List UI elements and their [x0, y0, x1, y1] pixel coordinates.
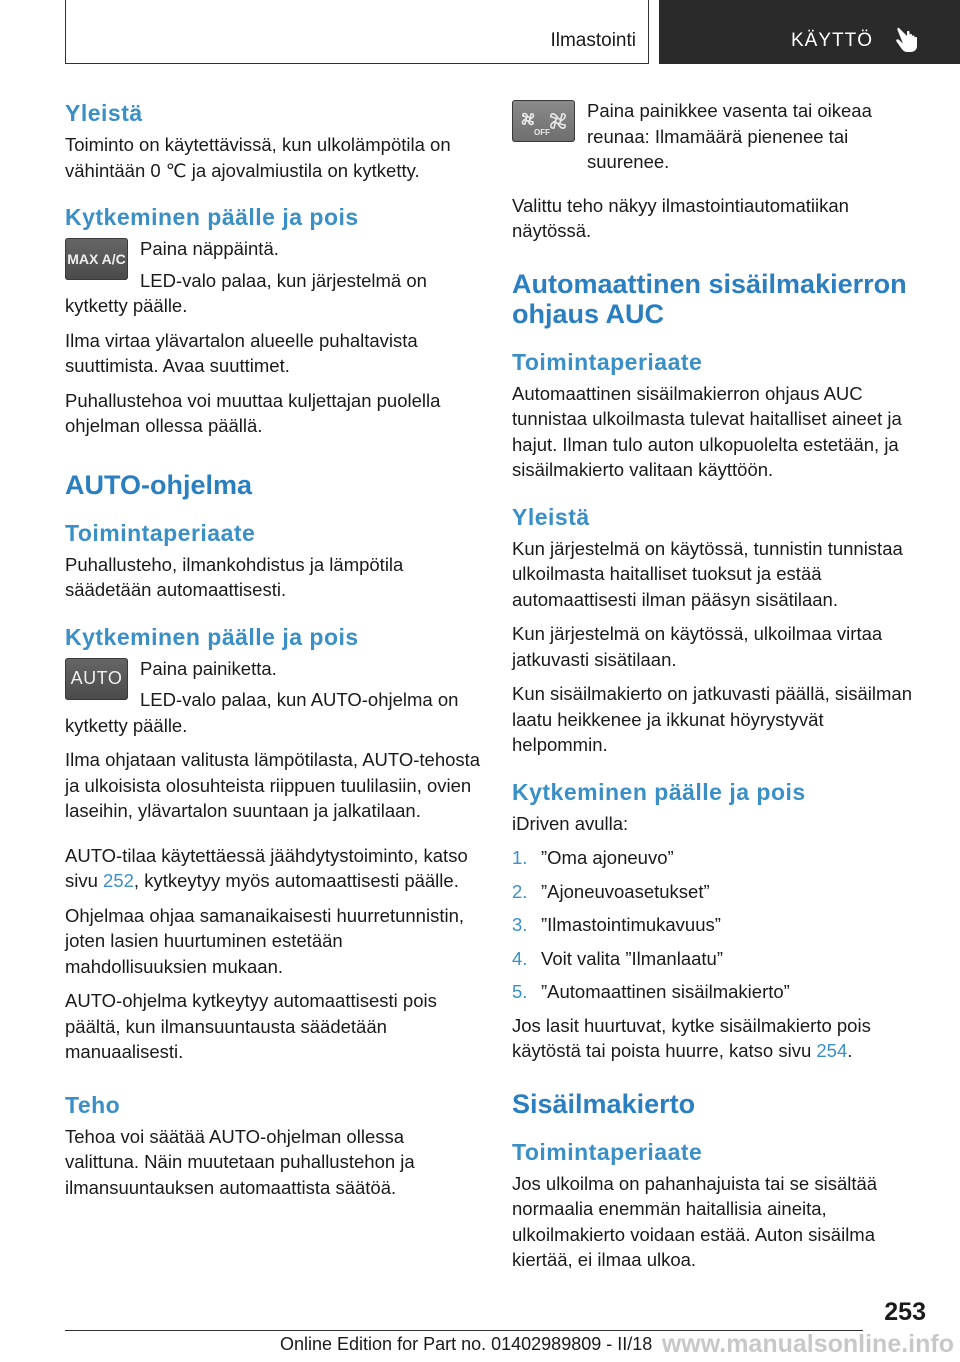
auto-button-icon: AUTO [65, 658, 128, 700]
paragraph-kun-2: Kun järjestelmä on käytössä, ulkoilmaa virtaa jatkuvasti sisätilaan. [512, 623, 883, 670]
paragraph-auto-ohjelma-pois: AUTO-ohjelma kytkeytyy automaattisesti pois päältä, kun ilmansuuntausta säädetään manuaalisesti. [65, 990, 437, 1062]
heading-toimintaperiaate-3: Toimintaperiaate [512, 1138, 703, 1165]
page-link-254[interactable]: 254 [816, 1040, 848, 1061]
auto-row [65, 656, 483, 739]
paragraph-valittu-teho: Valittu teho näkyy ilmastointiautomatiikan näytössä. [512, 194, 849, 241]
heading-sisailmakierto: Sisäilmakierto [512, 1088, 696, 1119]
heading-toimintaperiaate-1: Toimintaperiaate [65, 519, 256, 546]
list-item: 1. ”Oma ajoneuvo” [512, 847, 674, 868]
max-ac-button-icon: MAX A/C [65, 238, 128, 280]
paragraph-led-2: LED-valo palaa, kun AUTO-ohjelma on kytketty päälle. [65, 689, 459, 736]
maxac-row [65, 236, 483, 319]
heading-kytkeminen-3: Kytkeminen päälle ja pois [512, 778, 806, 805]
paragraph-toimintaperiaate-3: Jos ulkoilma on pahanhajuista tai se sisältää normaalia enemmän haitallisia aineita, ulkoilmakierto voidaan estää. Auton sisäilma kiertää, ei ilmaa ulkoa. [512, 1172, 878, 1270]
paragraph-ilma-virtaa: Ilma virtaa ylävartalon alueelle puhaltavista suuttimista. Avaa suuttimet. [65, 329, 418, 376]
heading-auto-ohjelma: AUTO-ohjelma [65, 469, 253, 500]
idrive-steps-list [512, 845, 924, 1005]
page-link-252[interactable]: 252 [103, 870, 134, 891]
paragraph-toimintaperiaate-1: Puhallusteho, ilmankohdistus ja lämpötila säädetään automaattisesti. [65, 553, 404, 600]
footer-edition: Online Edition for Part no. 01402989809 - II/18 [280, 1334, 653, 1354]
paragraph-huurtuvat: Jos lasit huurtuvat, kytke sisäilmakierto pois käytöstä tai poista huurre, katso sivu 254. [512, 1014, 871, 1061]
list-item: 2. ”Ajoneuvoasetukset” [512, 880, 710, 902]
paragraph-idrive: iDriven avulla: [512, 812, 629, 834]
header-chapter-box [65, 0, 649, 64]
fan-speed-button-icon [512, 100, 575, 142]
heading-yleista-2: Yleistä [512, 503, 590, 530]
paragraph-paina-2: Paina painiketta. [140, 657, 277, 679]
fan-icon [516, 104, 572, 138]
header-section-tab [659, 0, 960, 64]
paragraph-ohjelmaa-ohjaa: Ohjelmaa ohjaa samanaikaisesti huurretunnistin, joten lasien huurtuminen estetään mahdollisuuksien mukaan. [65, 904, 464, 977]
paragraph-paina-1: Paina näppäintä. [140, 238, 279, 259]
heading-kytkeminen-1: Kytkeminen päälle ja pois [65, 204, 359, 230]
heading-auc: Automaattinen sisäilmakierron ohjaus AUC [512, 268, 907, 329]
section-title: KÄYTTÖ [791, 30, 874, 51]
paragraph-ilma-ohjataan: Ilma ohjataan valitusta lämpötilasta, AUTO-tehosta ja ulkoisista olosuhteista riippuen tuulilasiin, ovien laseihin, ylävartalon suuntaan ja jalkatilaan. [65, 749, 481, 821]
paragraph-led-1: LED-valo palaa, kun järjestelmä on kytketty päälle. [65, 269, 427, 316]
fan-row [512, 98, 924, 175]
paragraph-toimintaperiaate-2: Automaattinen sisäilmakierron ohjaus AUC tunnistaa ulkoilmasta tulevat haitalliset aineet ja hajut. Ilman tulo auton ulkopuolelta estetään, ja sisäilmakierto valitaan käyttöön. [512, 382, 902, 480]
paragraph-kun-3: Kun sisäilmakierto on jatkuvasti päällä, sisäilman laatu heikkenee ja ikkunat höyrystyvät helpommin. [512, 683, 912, 755]
left-column [65, 98, 483, 1209]
right-column [512, 98, 924, 1282]
heading-kytkeminen-2: Kytkeminen päälle ja pois [65, 623, 359, 650]
paragraph-yleista: Toiminto on käytettävissä, kun ulkolämpötila on vähintään 0 ℃ ja ajovalmiustila on kytketty. [65, 134, 451, 181]
list-item: 3. ”Ilmastointimukavuus” [512, 914, 721, 935]
list-item: 5. ”Automaattinen sisäilmakierto” [512, 981, 790, 1002]
paragraph-fan: Paina painikkee vasenta tai oikeaa reunaa: Ilmamäärä pienenee tai suurenee. [587, 100, 872, 172]
heading-teho: Teho [65, 1091, 121, 1118]
paragraph-kun-1: Kun järjestelmä on käytössä, tunnistin tunnistaa ulkoilmasta haitalliset tuoksut ja estää automaattisesti ilman pääsyn sisätilaan. [512, 537, 903, 610]
svg-text:OFF: OFF [533, 128, 550, 137]
heading-yleista: Yleistä [65, 100, 143, 126]
page-number: 253 [884, 1298, 926, 1326]
hand-pointer-icon [893, 24, 923, 54]
footer-watermark: www.manualsonline.info [661, 1330, 954, 1358]
heading-toimintaperiaate-2: Toimintaperiaate [512, 348, 703, 375]
chapter-title: Ilmastointi [550, 30, 636, 51]
paragraph-puhallustehoa: Puhallustehoa voi muuttaa kuljettajan puolella ohjelman ollessa päällä. [65, 389, 441, 436]
list-item: 4. Voit valita ”Ilmanlaatu” [512, 947, 724, 969]
paragraph-teho: Tehoa voi säätää AUTO-ohjelman ollessa valittuna. Näin muutetaan puhallustehon ja ilmansuuntauksen automaattista säätöä. [65, 1125, 415, 1198]
paragraph-auto-tila: AUTO-tilaa käytettäessä jäähdytystoiminto, katso sivu 252, kytkeytyy myös automaattisesti päälle. [65, 844, 468, 891]
